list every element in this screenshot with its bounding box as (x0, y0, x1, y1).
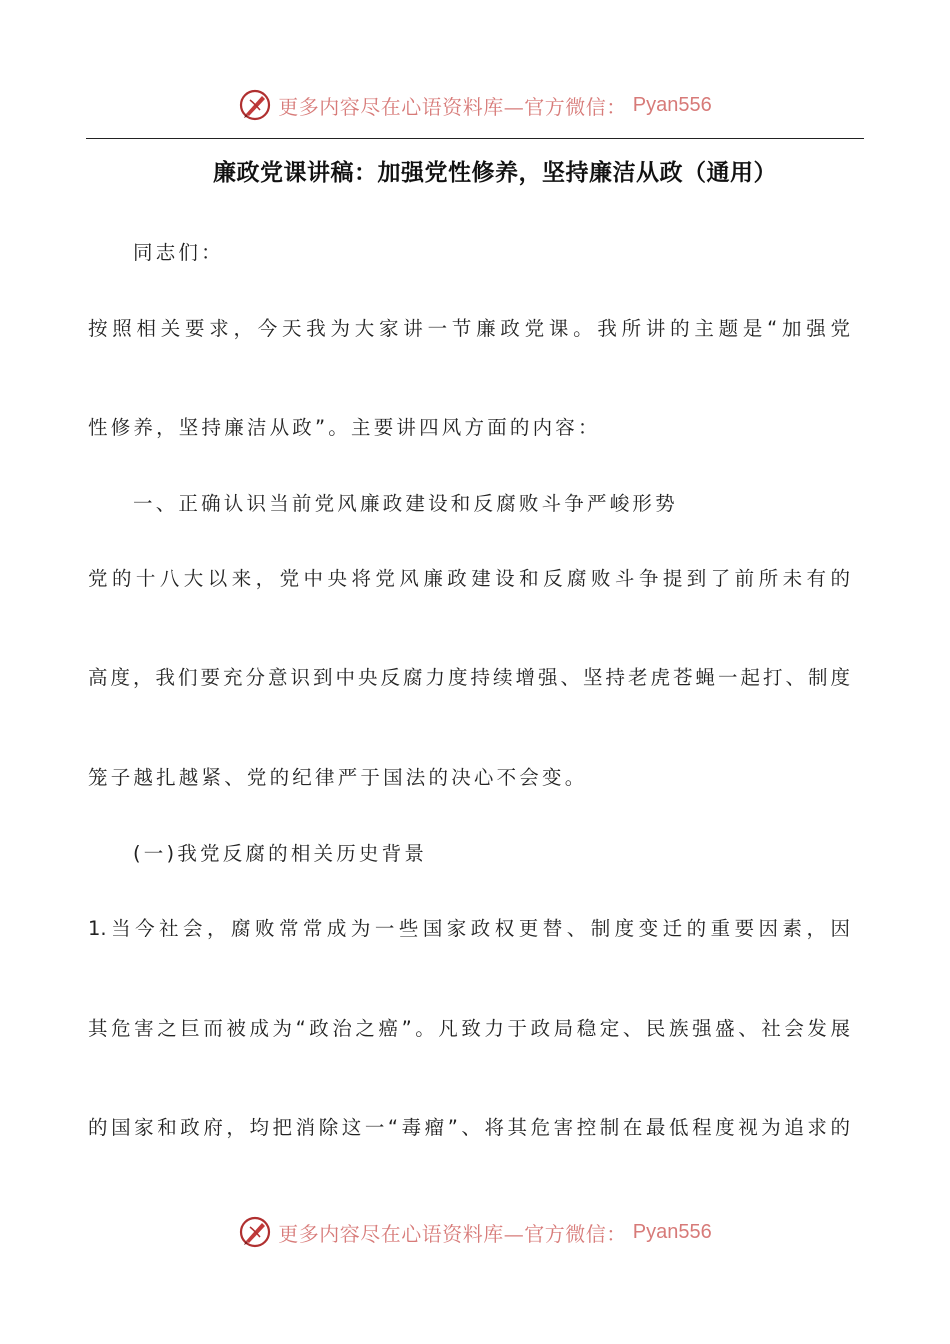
paragraph-line: 高度，我们要充分意识到中央反腐力度持续增强、坚持老虎苍蝇一起打、制度 (88, 666, 850, 689)
page-title: 廉政党课讲稿：加强党性修养，坚持廉洁从政（通用） (213, 159, 777, 186)
footer-banner (0, 1207, 950, 1257)
paragraph-line: 其危害之巨而被成为“政治之癌”。凡致力于政局稳定、民族强盛、社会发展 (88, 1017, 850, 1040)
salutation: 同志们： (133, 241, 224, 264)
paragraph-line: 性修养，坚持廉洁从政”。主要讲四风方面的内容： (88, 416, 601, 439)
section-heading: 一、正确认识当前党风廉政建设和反腐败斗争严峻形势 (133, 492, 678, 515)
header-banner (0, 80, 950, 130)
paragraph-line: 党的十八大以来，党中央将党风廉政建设和反腐败斗争提到了前所未有的 (88, 567, 850, 590)
subsection-heading: (一)我党反腐的相关历史背景 (133, 842, 428, 865)
banner-text: 更多内容尽在心语资料库—官方微信： (278, 94, 627, 119)
header-divider (86, 138, 864, 139)
wechat-id: Pyan556 (632, 1220, 712, 1243)
pen-circle-logo-icon (238, 1215, 272, 1249)
paragraph-line: 的国家和政府，均把消除这一“毒瘤”、将其危害控制在最低程度视为追求的 (88, 1116, 850, 1139)
paragraph-line: 笼子越扎越紧、党的纪律严于国法的决心不会变。 (88, 766, 588, 789)
paragraph-line: 1.当今社会，腐败常常成为一些国家政权更替、制度变迁的重要因素，因 (88, 917, 850, 940)
pen-circle-logo-icon (238, 88, 272, 122)
banner-text: 更多内容尽在心语资料库—官方微信： (278, 1221, 627, 1246)
paragraph-line: 按照相关要求，今天我为大家讲一节廉政党课。我所讲的主题是“加强党 (88, 317, 850, 340)
wechat-id: Pyan556 (632, 93, 712, 116)
